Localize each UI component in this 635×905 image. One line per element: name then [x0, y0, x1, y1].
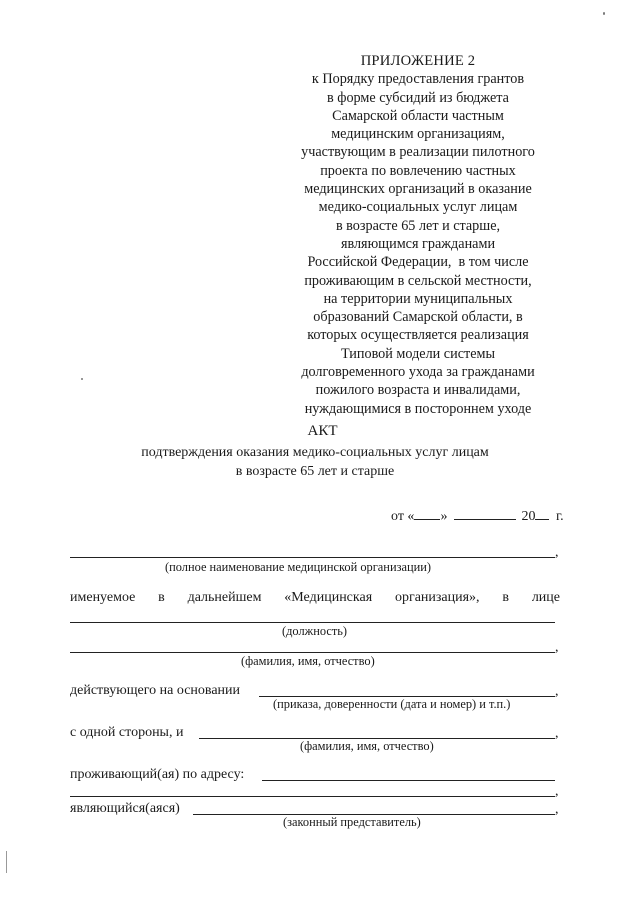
appendix-line: в возрасте 65 лет и старше, — [335, 217, 501, 234]
appendix-line: участвующим в реализации пилотного — [301, 144, 535, 161]
appendix-line: проживающим в сельской местности, — [304, 272, 532, 289]
address-field[interactable] — [262, 780, 555, 781]
comma: , — [555, 784, 559, 799]
appendix-line: Российской Федерации, в том числе — [307, 254, 529, 271]
one-side-label: с одной стороны, и — [70, 725, 184, 740]
appendix-line: проекта по вовлечению частных — [320, 162, 516, 179]
month-blank[interactable] — [454, 506, 516, 520]
appendix-line: являющимся гражданами — [340, 235, 496, 252]
appendix-line: к Порядку предоставления грантов — [311, 71, 525, 88]
comma: , — [555, 545, 559, 560]
named-word: дальнейшем — [187, 590, 262, 605]
comma: , — [555, 726, 559, 741]
position-caption: (должность) — [282, 624, 348, 638]
appendix-line: медико-социальных услуг лицам — [318, 199, 518, 216]
act-subtitle-line-2: в возрасте 65 лет и старше — [235, 464, 395, 479]
fio-caption-2: (фамилия, имя, отчество) — [300, 739, 434, 753]
appendix-line: медицинских организаций в оказание — [304, 181, 532, 198]
position-field[interactable] — [70, 622, 555, 623]
date-prefix: от « — [391, 509, 415, 524]
appendix-line: на территории муниципальных — [323, 290, 513, 307]
appendix-line: нуждающимися в постороннем уходе — [304, 400, 532, 417]
appendix-line: Типовой модели системы — [340, 345, 496, 362]
comma: , — [555, 640, 559, 655]
appendix-line: Самарской области частным — [332, 107, 504, 124]
address-label: проживающий(ая) по адресу: — [70, 767, 245, 782]
act-subtitle — [100, 443, 530, 481]
address-field-2[interactable] — [70, 796, 555, 797]
appendix-line: которых осуществляется реализация — [307, 327, 529, 344]
date-line — [391, 506, 564, 525]
comma: , — [555, 802, 559, 817]
year-prefix: 20 — [521, 509, 536, 524]
appendix-line: долговременного ухода за гражданами — [301, 364, 535, 381]
named-word: лице — [531, 590, 560, 605]
act-title: АКТ — [307, 423, 338, 439]
named-word: «Медицинская — [284, 590, 373, 605]
org-name-field[interactable] — [70, 557, 555, 558]
comma: , — [555, 684, 559, 699]
appendix-line: медицинским организациям, — [331, 126, 505, 143]
scan-speck — [603, 12, 605, 15]
appendix-heading: ПРИЛОЖЕНИЕ 2 — [360, 53, 476, 69]
year-suffix: г. — [555, 509, 564, 524]
day-blank[interactable] — [414, 506, 440, 520]
year-blank[interactable] — [535, 506, 549, 520]
named-as-line — [70, 590, 560, 606]
fio-field[interactable] — [70, 652, 555, 653]
representative-caption: (законный представитель) — [283, 815, 421, 829]
named-word: организация», — [394, 590, 480, 605]
fio-caption: (фамилия, имя, отчество) — [241, 654, 375, 668]
named-word: именуемое — [70, 590, 136, 605]
basis-label: действующего на основании — [70, 683, 241, 698]
appendix-line: в форме субсидий из бюджета — [327, 89, 509, 106]
scan-mark — [6, 851, 7, 873]
named-word: в — [502, 590, 509, 605]
date-close-quote: » — [440, 509, 448, 524]
basis-caption: (приказа, доверенности (дата и номер) и т.п.) — [273, 697, 511, 711]
act-subtitle-line-1: подтверждения оказания медико-социальных услуг лицам — [141, 445, 489, 460]
appendix-line: образований Самарской области, в — [313, 309, 523, 326]
org-name-caption: (полное наименование медицинской организации) — [165, 560, 431, 574]
named-word: в — [158, 590, 165, 605]
being-label: являющийся(аяся) — [70, 801, 180, 816]
scan-speck — [81, 378, 83, 380]
appendix-block — [283, 52, 553, 418]
appendix-line: пожилого возраста и инвалидами, — [315, 382, 521, 399]
